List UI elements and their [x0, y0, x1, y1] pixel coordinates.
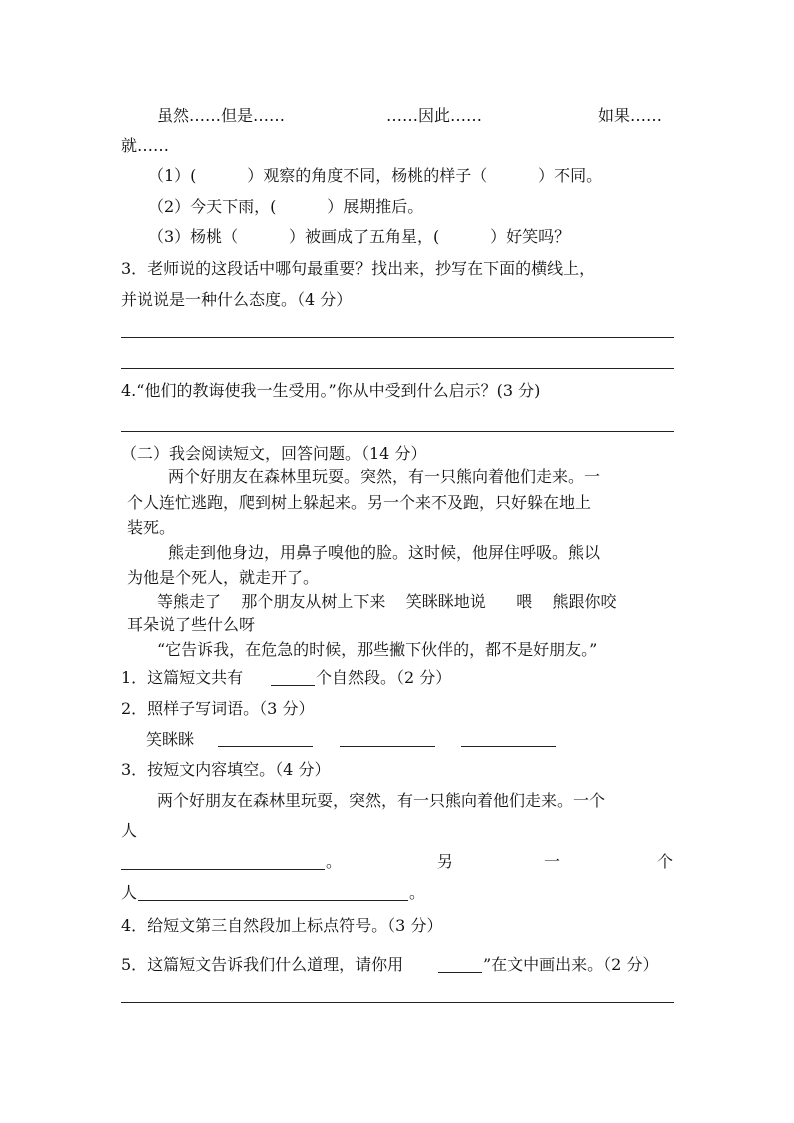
passage-p1-line-1: 两个好朋友在森林里玩耍。突然，有一只熊向着他们走来。一 — [168, 467, 601, 486]
reading-q3-period-1: 。 — [326, 852, 343, 871]
question-4: 4.“他们的教诲使我一生受用。”你从中受到什么启示？(3 分) — [121, 381, 541, 400]
reading-q3-ren: 人 — [121, 883, 138, 902]
fill-blank-2[interactable] — [138, 900, 408, 901]
reading-q5-b: ”在文中画出来。（2 分） — [483, 955, 659, 974]
reading-q1-blank[interactable] — [271, 685, 315, 686]
answer-line[interactable] — [121, 1002, 674, 1003]
reading-q5-blank[interactable] — [438, 972, 482, 973]
reading-q3-ling: 另 — [437, 852, 454, 871]
passage-p1-line-2: 个人连忙逃跑，爬到树上躲起来。另一个来不及跑，只好躲在地上 — [127, 493, 592, 512]
reading-q3-text-line-1: 两个好朋友在森林里玩耍，突然，有一只熊向着他们走来。一个 — [157, 791, 606, 810]
answer-line[interactable] — [121, 368, 674, 369]
answer-line[interactable] — [121, 337, 674, 338]
conj-option-3-cont: 就…… — [121, 136, 170, 155]
answer-line[interactable] — [121, 431, 674, 432]
passage-p3-line-2: 耳朵说了些什么呀 — [127, 615, 256, 634]
fill-sentence-3: （3）杨桃（ ）被画成了五角星，( ）好笑吗？ — [148, 227, 571, 246]
fill-sentence-2: （2）今天下雨，( ）展期推后。 — [148, 197, 424, 216]
reading-q3-ge: 个 — [657, 852, 674, 871]
passage-p2-line-2: 为他是个死人，就走开了。 — [127, 568, 320, 587]
conj-option-2: ……因此…… — [386, 106, 483, 125]
question-3-line-1: 3．老师说的这段话中哪句最重要？找出来，抄写在下面的横线上， — [121, 259, 596, 278]
reading-q1-a: 1．这篇短文共有 — [121, 668, 244, 687]
passage-p1-line-3: 装死。 — [127, 518, 176, 537]
reading-q2: 2．照样子写词语。（3 分） — [121, 699, 315, 718]
reading-q5-a: 5．这篇短文告诉我们什么道理，请你用 — [121, 955, 404, 974]
reading-q3: 3．按短文内容填空。（4 分） — [121, 760, 331, 779]
reading-q3-text-line-2: 人 — [121, 821, 138, 840]
word-blank-3[interactable] — [461, 746, 556, 747]
conj-option-1: 虽然……但是…… — [157, 106, 286, 125]
reading-q1-b: 个自然段。（2 分） — [316, 668, 452, 687]
passage-p4: “它告诉我，在危急的时候，那些撇下伙伴的，都不是好朋友。” — [157, 640, 598, 659]
word-blank-1[interactable] — [218, 746, 313, 747]
reading-q3-period-2: 。 — [409, 883, 426, 902]
passage-p3-line-1: 等熊走了 那个朋友从树上下来 笑眯眯地说 喂 熊跟你咬 — [157, 592, 617, 611]
reading-q2-example: 笑眯眯 — [146, 730, 195, 749]
passage-p2-line-1: 熊走到他身边，用鼻子嗅他的脸。这时候，他屏住呼吸。熊以 — [168, 543, 601, 562]
reading-q4: 4．给短文第三自然段加上标点符号。（3 分） — [121, 916, 443, 935]
conj-option-3: 如果…… — [598, 106, 663, 125]
fill-blank-1[interactable] — [121, 869, 325, 870]
reading-q3-yi: 一 — [544, 852, 561, 871]
question-3-line-2: 并说说是一种什么态度。（4 分） — [121, 290, 353, 309]
fill-sentence-1: （1）( ）观察的角度不同，杨桃的样子（ ）不同。 — [148, 166, 603, 185]
section-2-header: （二）我会阅读短文，回答问题。（14 分） — [121, 444, 427, 463]
word-blank-2[interactable] — [340, 746, 435, 747]
